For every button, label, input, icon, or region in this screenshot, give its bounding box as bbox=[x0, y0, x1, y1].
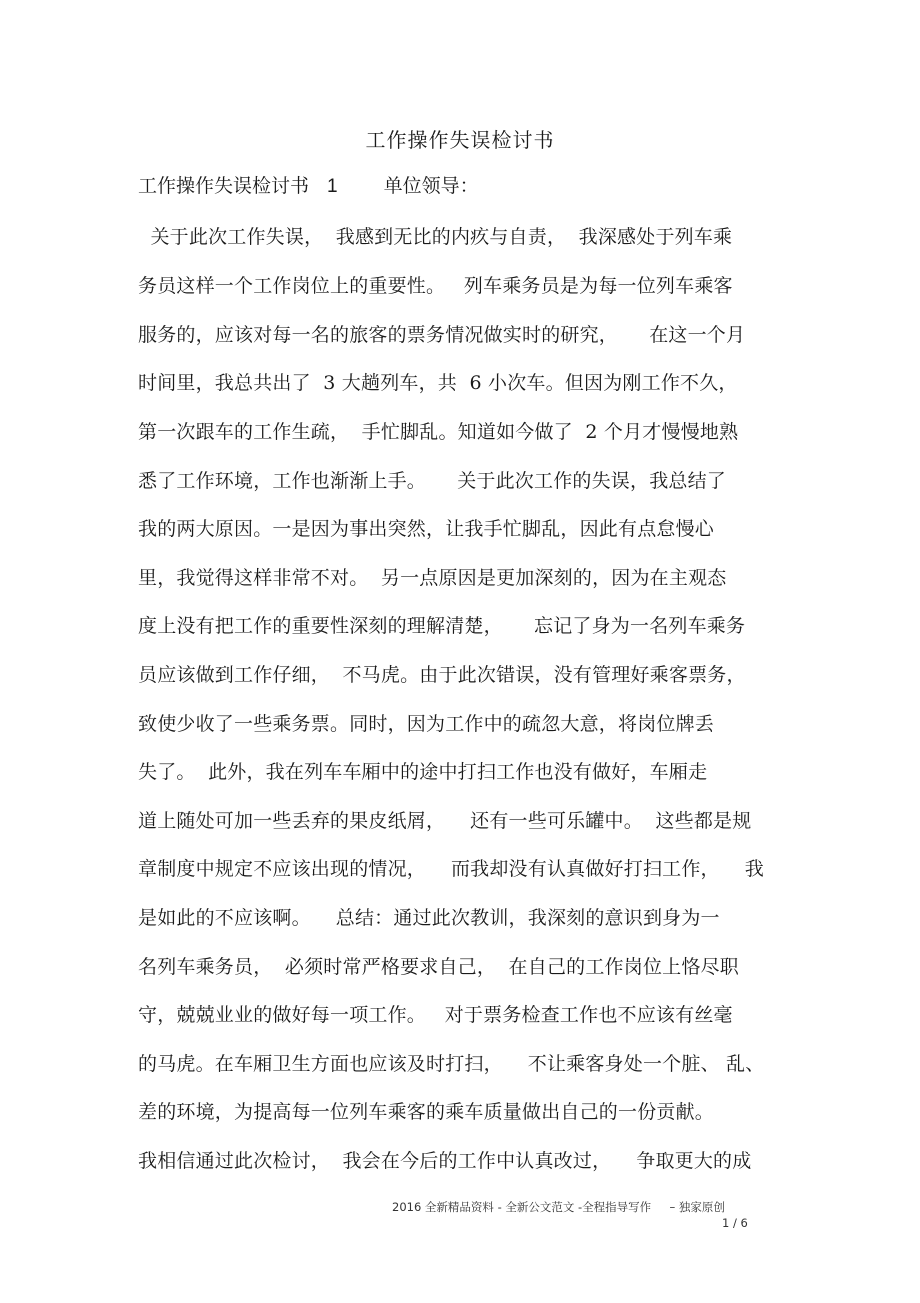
heading-number: 1 bbox=[327, 176, 338, 197]
body-line: 道上随处可加一些丢弃的果皮纸屑， 还有一些可乐罐中。 这些都是规 bbox=[138, 810, 752, 832]
body-line: 章制度中规定不应该出现的情况， 而我却没有认真做好打扫工作， 我 bbox=[138, 858, 764, 880]
body-line: 时间里，我总共出了 3 大趟列车，共 6 小次车。但因为刚工作不久， bbox=[138, 372, 738, 394]
body-line: 度上没有把工作的重要性深刻的理解清楚， 忘记了身为一名列车乘务 bbox=[138, 615, 746, 637]
body-line: 我的两大原因。一是因为事出突然，让我手忙脚乱，因此有点怠慢心 bbox=[138, 518, 715, 540]
body-line: 致使少收了一些乘务票。同时，因为工作中的疏忽大意，将岗位牌丢 bbox=[138, 713, 715, 735]
heading-line bbox=[138, 171, 479, 198]
body-line: 悉了工作环境，工作也渐渐上手。 关于此次工作的失误，我总结了 bbox=[138, 470, 726, 492]
footer-text: 2016 全新精品资料 - 全新公文范文 -全程指导写作 – 独家原创 bbox=[392, 1200, 725, 1214]
body-line: 里，我觉得这样非常不对。 另一点原因是更加深刻的，因为在主观态 bbox=[138, 567, 727, 589]
body-line: 第一次跟车的工作生疏， 手忙脚乱。知道如今做了 2 个月才慢慢地熟 bbox=[138, 421, 739, 443]
body-line: 服务的，应该对每一名的旅客的票务情况做实时的研究， 在这一个月 bbox=[138, 324, 746, 346]
page-number: 1 / 6 bbox=[722, 1216, 748, 1230]
body-line: 我相信通过此次检讨， 我会在今后的工作中认真改过， 争取更大的成 bbox=[138, 1150, 752, 1172]
body-line: 名列车乘务员， 必须时常严格要求自己， 在自己的工作岗位上恪尽职 bbox=[138, 956, 739, 978]
body-line: 差的环境，为提高每一位列车乘客的乘车质量做出自己的一份贡献。 bbox=[138, 1101, 715, 1123]
body-line: 是如此的不应该啊。 总结：通过此次教训，我深刻的意识到身为一 bbox=[138, 907, 720, 929]
body-line: 失了。 此外，我在列车车厢中的途中打扫工作也没有做好，车厢走 bbox=[138, 761, 708, 783]
body-line: 关于此次工作失误， 我感到无比的内疚与自责， 我深感处于列车乘 bbox=[138, 226, 733, 248]
body-line: 务员这样一个工作岗位上的重要性。 列车乘务员是为每一位列车乘客 bbox=[138, 275, 733, 297]
body-line: 员应该做到工作仔细， 不马虎。由于此次错误，没有管理好乘客票务， bbox=[138, 664, 746, 686]
body-line: 守，兢兢业业的做好每一项工作。 对于票务检查工作也不应该有丝毫 bbox=[138, 1004, 733, 1026]
heading-label: 工作操作失误检讨书 bbox=[138, 175, 310, 197]
salutation: 单位领导： bbox=[383, 175, 479, 197]
document-title: 工作操作失误检讨书 bbox=[365, 128, 555, 152]
body-line: 的马虎。在车厢卫生方面也应该及时打扫， 不让乘客身处一个脏、 乱、 bbox=[138, 1053, 765, 1075]
